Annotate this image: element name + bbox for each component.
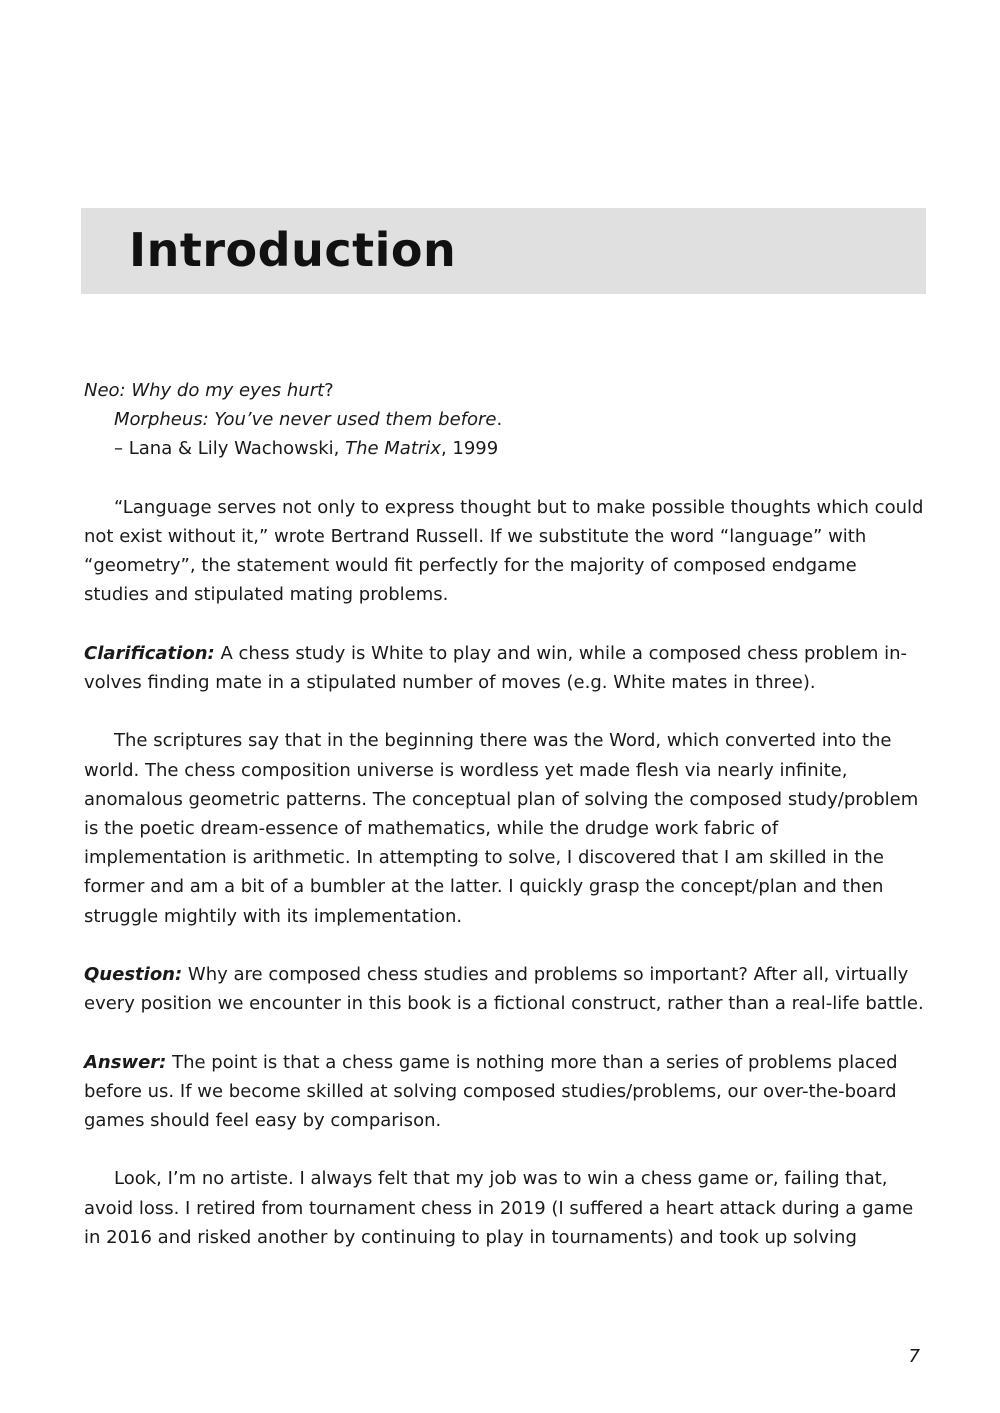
question-label: Question: — [84, 964, 183, 985]
paragraph-russell: “Language serves not only to express thought but to make possible thoughts which could not exist without it,” wrote Bertrand Russell. If we substitute the word “language” with “geometry”, the statement would fit perfectly for the majority of composed endgame studies and stipulated mating problems. — [84, 496, 924, 606]
answer-label: Answer: — [84, 1051, 167, 1073]
epigraph-line-neo: Neo: Why do my eyes hurt? — [84, 380, 334, 401]
paragraph-artiste: Look, I’m no artiste. I always felt that my job was to win a chess game or, failing that, avoid loss. I retired from tournament chess in 2019 (I suffered a heart attack during a game in 2016 and risked another by continuing to play in tournaments) and took up solving — [84, 1168, 914, 1248]
chapter-title: Introduction — [129, 223, 457, 277]
paragraph-clarification: Clarification: A chess study is White to play and win, while a composed chess problem involves finding mate in a stipulated number of moves (e.g. White mates in three). — [84, 642, 908, 693]
paragraph-question: Question: Why are composed chess studies and problems so important? After all, virtually every position we encounter in this book is a fictional construct, rather than a real-life battle. — [84, 964, 924, 1015]
paragraph-scriptures: The scriptures say that in the beginning there was the Word, which converted into the world. The chess composition universe is wordless yet made flesh via nearly infinite, anomalous geometric patterns. The conceptual plan of solving the composed study/problem is the poetic dream-essence of mathematics, while the drudge work fabric of implementation is arithmetic. In attempting to solve, I discovered that I am skilled in the former and am a bit of a bumbler at the latter. I quickly grasp the concept/plan and then struggle mightily with its implementation. — [84, 730, 919, 927]
paragraph-answer: Answer: The point is that a chess game is nothing more than a series of problems placed before us. If we become skilled at solving composed studies/problems, our over-the-board games should feel easy by comparison. — [84, 1051, 898, 1131]
clarification-label: Clarification: — [84, 642, 215, 664]
chapter-title-band — [81, 208, 926, 294]
page-number: 7 — [908, 1346, 920, 1367]
epigraph — [84, 376, 926, 464]
epigraph-attribution: – Lana & Lily Wachowski, The Matrix, 1999 — [114, 438, 499, 460]
chapter-body — [84, 376, 926, 1252]
epigraph-line-morpheus: Morpheus: You’ve never used them before. — [114, 409, 503, 431]
